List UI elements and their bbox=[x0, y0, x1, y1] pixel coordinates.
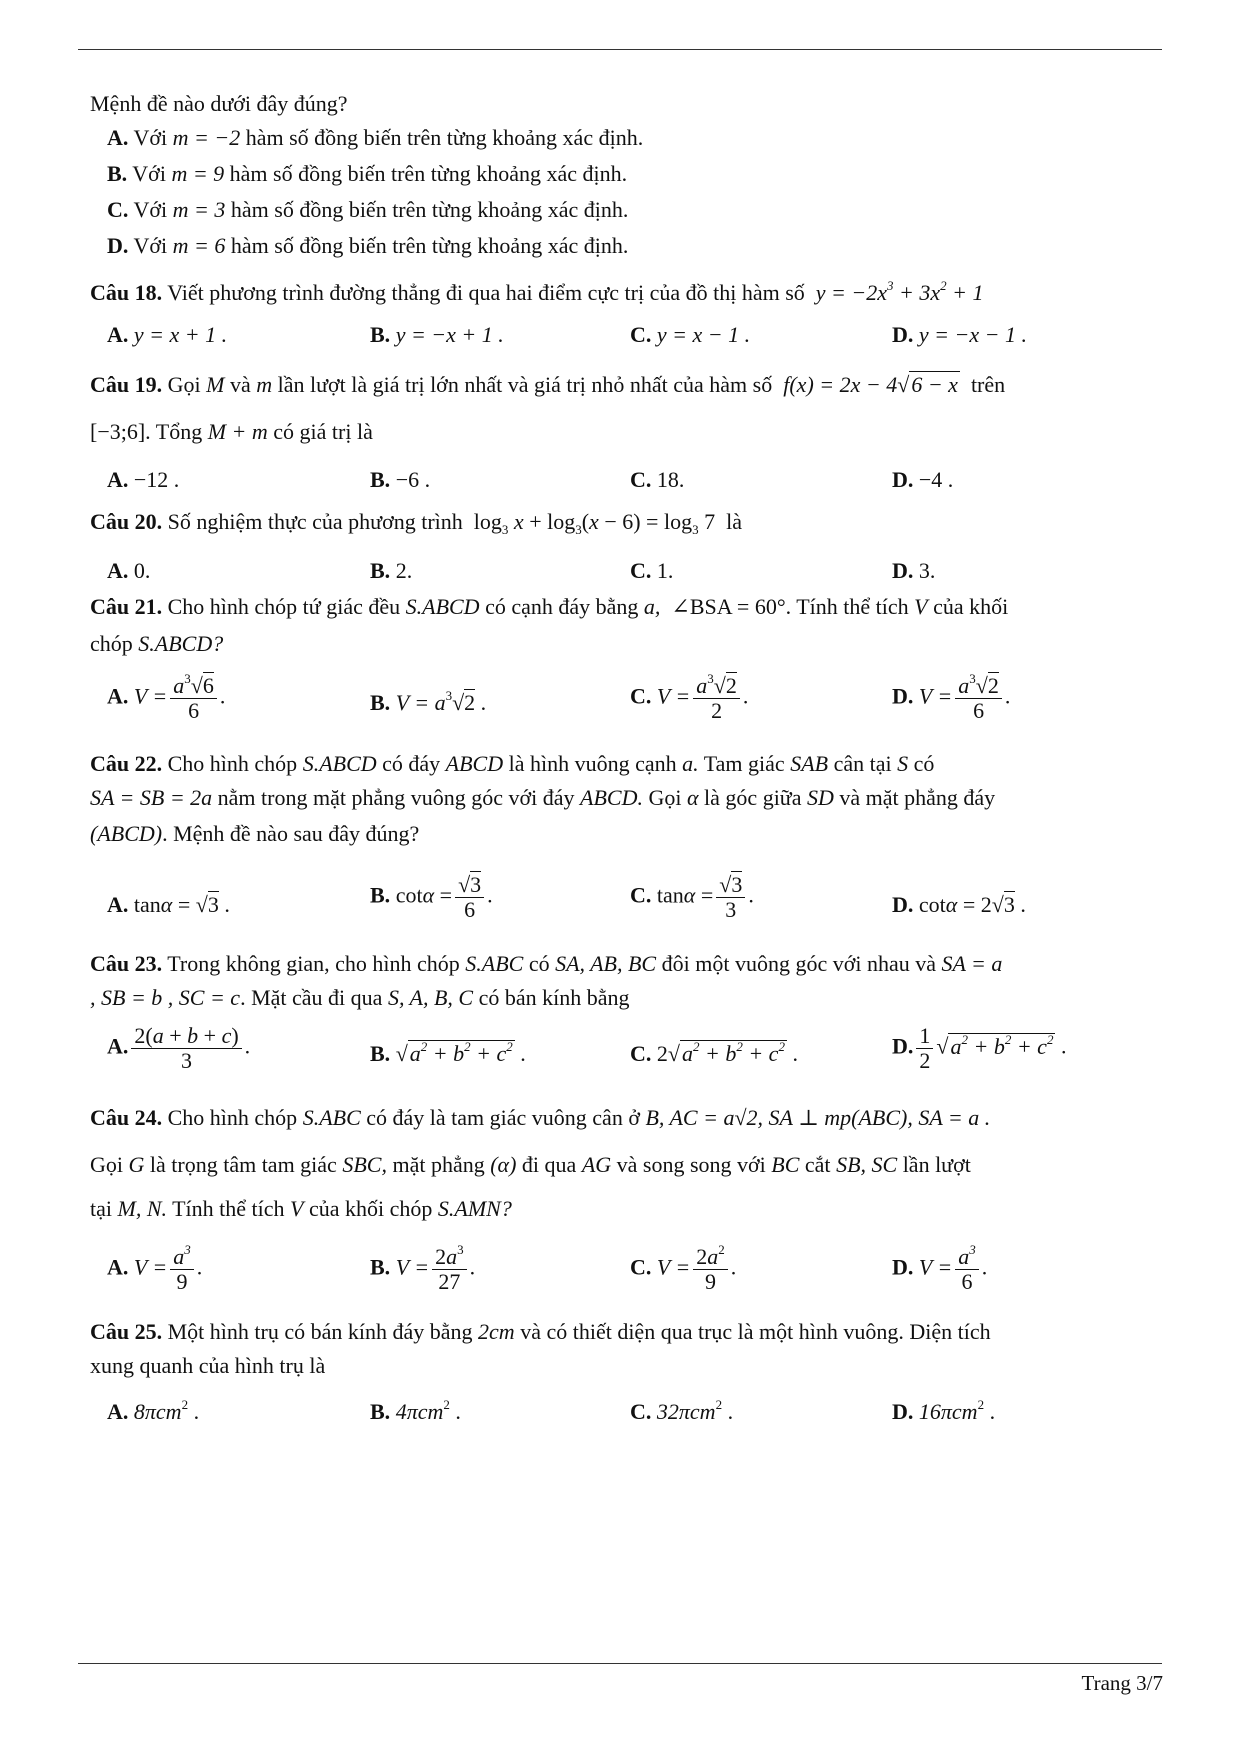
question-intro: Mệnh đề nào dưới đây đúng? bbox=[90, 91, 348, 116]
q24-stem-line2: Gọi G là trọng tâm tam giác SBC, mặt phẳng (α) đi qua AG và song song với BC cắt SB, SC lần lượt bbox=[90, 1152, 971, 1177]
q22-stem: Câu 22. Cho hình chóp S.ABCD có đáy ABCD là hình vuông cạnh a. Tam giác SAB cân tại S có bbox=[90, 751, 935, 776]
q25-stem-line2: xung quanh của hình trụ là bbox=[90, 1353, 326, 1378]
q24-stem: Câu 24. Cho hình chóp S.ABC có đáy là tam giác vuông cân ở B, AC = a√2, SA ⊥ mp(ABC), SA = a . bbox=[90, 1105, 991, 1130]
header-rule bbox=[78, 49, 1162, 50]
q17-option-a: A. Với m = −2 hàm số đồng biến trên từng khoảng xác định. bbox=[107, 125, 644, 150]
q17-option-b: B. Với m = 9 hàm số đồng biến trên từng khoảng xác định. bbox=[107, 161, 628, 186]
q18-option-c: C. y = x − 1 . bbox=[630, 322, 751, 347]
q20-option-c: C. 1. bbox=[630, 558, 674, 583]
q18-option-d: D. y = −x − 1 . bbox=[892, 322, 1027, 347]
q22-stem-line2: SA = SB = 2a nằm trong mặt phẳng vuông góc với đáy ABCD. Gọi α là góc giữa SD và mặt phẳng đáy bbox=[90, 785, 996, 810]
page-number: Trang 3/7 bbox=[1081, 1671, 1163, 1695]
q17-option-c: C. Với m = 3 hàm số đồng biến trên từng khoảng xác định. bbox=[107, 197, 629, 222]
q24-option-c: C. V = $\frac{2a^2}{9}$ . bbox=[630, 1242, 737, 1294]
footer-rule bbox=[78, 1663, 1162, 1664]
q21-stem: Câu 21. Cho hình chóp tứ giác đều S.ABCD có cạnh đáy bằng a, ∠BSA = 60°. Tính thể tích V của khối bbox=[90, 594, 1009, 619]
q19-option-b: B. −6 . bbox=[370, 467, 431, 492]
q20-stem: Câu 20. Số nghiệm thực của phương trình $\log_3 x + \log_3(x - 6) = \log_3 7$ là bbox=[90, 509, 742, 537]
q23-stem-line2: , SB = b , SC = c. Mặt cầu đi qua S, A, B, C có bán kính bằng bbox=[90, 985, 630, 1010]
q21-option-b: B. $V = a^3√2$ . bbox=[370, 688, 487, 715]
q25-option-c: C. 32πcm$^2$ . bbox=[630, 1397, 734, 1424]
q21-option-a: A. V = $\frac{a^3√6}{6}$ . bbox=[107, 671, 226, 723]
q25-option-b: B. 4πcm$^2$ . bbox=[370, 1397, 461, 1424]
q23-option-b: B. $√a^2 + b^2 + c^2$ . bbox=[370, 1039, 526, 1066]
q23-option-c: C. $2√a^2 + b^2 + c^2$ . bbox=[630, 1039, 798, 1066]
q19-stem-line2: [−3;6]. Tổng M + m có giá trị là bbox=[90, 419, 373, 444]
q19-option-a: A. −12 . bbox=[107, 467, 180, 492]
q20-option-b: B. 2. bbox=[370, 558, 413, 583]
q20-option-a: A. 0. bbox=[107, 558, 151, 583]
q18-option-a: A. y = x + 1 . bbox=[107, 322, 228, 347]
q19-stem: Câu 19. Gọi M và m lần lượt là giá trị lớn nhất và giá trị nhỏ nhất của hàm số f(x) = 2x − 4√6 − x trên bbox=[90, 372, 1006, 397]
q25-option-a: A. 8πcm$^2$ . bbox=[107, 1397, 200, 1424]
q21-option-c: C. V = $\frac{a^3√2}{2}$ . bbox=[630, 671, 749, 723]
q23-option-d: D. $\frac{1}{2}$ $√a^2 + b^2 + c^2$ . bbox=[892, 1023, 1067, 1073]
q19-option-d: D. −4 . bbox=[892, 467, 954, 492]
q24-stem-line3: tại M, N. Tính thể tích V của khối chóp S.AMN? bbox=[90, 1196, 512, 1221]
q22-option-d: D. cotα = 2√3 . bbox=[892, 892, 1026, 917]
q24-option-d: D. V = $\frac{a^3}{6}$ . bbox=[892, 1242, 988, 1294]
q22-option-c: C. tanα = $\frac{√3}{3}$ . bbox=[630, 872, 754, 922]
q23-stem: Câu 23. Trong không gian, cho hình chóp S.ABC có SA, AB, BC đôi một vuông góc với nhau và SA = a bbox=[90, 951, 1003, 976]
q22-option-a: A. tanα = √3 . bbox=[107, 892, 230, 917]
q18-stem: Câu 18. Viết phương trình đường thẳng đi qua hai điểm cực trị của đồ thị hàm số $y = -2x^3 + 3x^2 + 1$ bbox=[90, 278, 984, 305]
q24-option-b: B. V = $\frac{2a^3}{27}$ . bbox=[370, 1242, 476, 1294]
q17-option-d: D. Với m = 6 hàm số đồng biến trên từng khoảng xác định. bbox=[107, 233, 629, 258]
q20-option-d: D. 3. bbox=[892, 558, 936, 583]
q25-stem: Câu 25. Một hình trụ có bán kính đáy bằng 2cm và có thiết diện qua trục là một hình vuông. Diện tích bbox=[90, 1319, 991, 1344]
q24-option-a: A. V = $\frac{a^3}{9}$ . bbox=[107, 1242, 203, 1294]
q19-option-c: C. 18. bbox=[630, 467, 685, 492]
q23-option-a: A. $\frac{2(a + b + c)}{3}$ . bbox=[107, 1023, 251, 1073]
q21-option-d: D. V = $\frac{a^3√2}{6}$ . bbox=[892, 671, 1011, 723]
q21-stem-line2: chóp S.ABCD? bbox=[90, 631, 224, 656]
q22-option-b: B. cotα = $\frac{√3}{6}$ . bbox=[370, 872, 493, 922]
q18-option-b: B. y = −x + 1 . bbox=[370, 322, 504, 347]
q22-stem-line3: (ABCD). Mệnh đề nào sau đây đúng? bbox=[90, 821, 420, 846]
q25-option-d: D. 16πcm$^2$ . bbox=[892, 1397, 996, 1424]
